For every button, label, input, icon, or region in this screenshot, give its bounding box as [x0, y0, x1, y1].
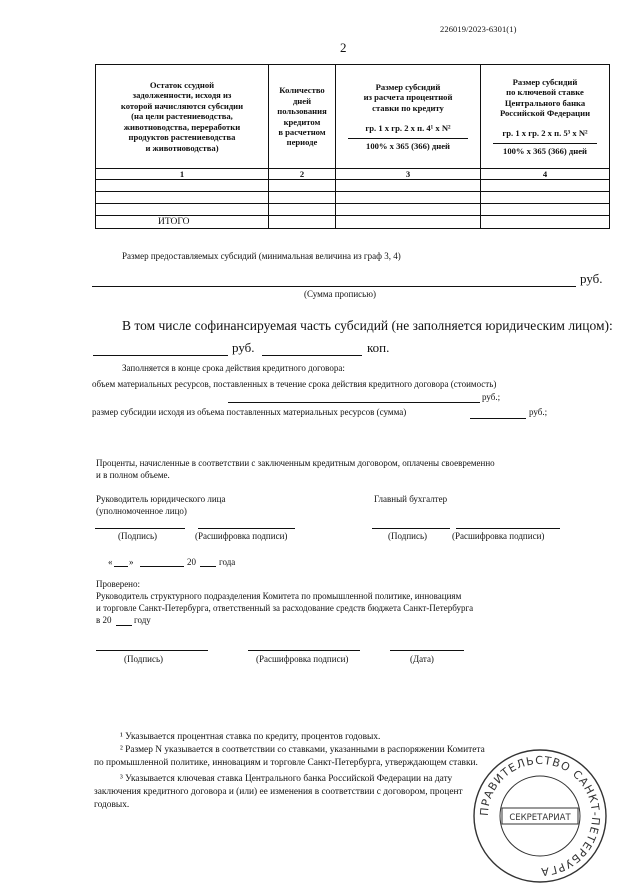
head-decode-caption: (Расшифровка подписи): [195, 531, 288, 541]
accountant-decode-field[interactable]: [456, 528, 560, 529]
verified-year-suffix: году: [134, 615, 151, 625]
document-number: 226019/2023-6301(1): [440, 24, 517, 34]
material-volume-field[interactable]: [228, 402, 480, 403]
table-row: [96, 192, 610, 204]
interest-paid-line2: и в полном объеме.: [96, 470, 170, 480]
verified-signature-field[interactable]: [96, 650, 208, 651]
date-close-quote: »: [129, 557, 134, 567]
head-label: Руководитель юридического лица: [96, 494, 226, 504]
col2-header: Количество дней пользования кредитом в расчетном периоде: [269, 65, 336, 169]
stamp-center-text: СЕКРЕТАРИАТ: [509, 813, 571, 823]
head-sub-label: (уполномоченное лицо): [96, 506, 187, 516]
col4-formula-bottom: 100% х 365 (366) дней: [493, 143, 597, 156]
head-signature-field[interactable]: [95, 528, 185, 529]
secretariat-stamp: [470, 746, 610, 886]
verified-date-field[interactable]: [390, 650, 464, 651]
verified-line2: и торговле Санкт-Петербурга, ответственный за расходование средств бюджета Санкт-Петербурга: [96, 603, 474, 613]
month-field[interactable]: [140, 566, 184, 567]
year-field[interactable]: [200, 566, 216, 567]
total-row: [96, 216, 610, 229]
stamp-seal-icon: [470, 746, 610, 886]
amount-words-caption: (Сумма прописью): [304, 289, 376, 299]
kop-label: коп.: [367, 340, 390, 355]
date-year-prefix: 20: [187, 557, 196, 567]
footnote-3b: заключения кредитного договора и (или) ее изменения в соответствии с договором, процент: [94, 787, 463, 797]
verified-signature-caption: (Подпись): [124, 654, 164, 664]
kop-field[interactable]: [262, 355, 362, 356]
subsidy-size-label: Размер предоставляемых субсидий (минимальная величина из граф 3, 4): [122, 251, 401, 261]
table-row: [96, 204, 610, 216]
day-field[interactable]: [114, 566, 128, 567]
footnote-2b: по промышленной политике, инновациям и торговле Санкт-Петербурга, утверждающем ставки.: [94, 758, 478, 768]
material-volume-label: объем материальных ресурсов, поставленных в течение срока действия кредитного договора (стоимость): [92, 379, 497, 389]
footnote-3c: годовых.: [94, 800, 130, 810]
subsidy-volume-field[interactable]: [470, 418, 526, 419]
col4-header: Размер субсидий по ключевой ставке Центрального банка Российской Федерации гр. 1 х гр. 2 х п. 5³ х N² 100% х 365 (366) дней: [481, 65, 610, 169]
chief-accountant-label: Главный бухгалтер: [374, 494, 448, 504]
rub-label-4: руб.;: [529, 407, 548, 417]
rub-label-3: руб.;: [482, 392, 501, 402]
verified-decode-caption: (Расшифровка подписи): [256, 654, 349, 664]
verified-year-prefix: в 20: [96, 615, 112, 625]
page-number: 2: [340, 40, 347, 55]
col1-header: Остаток ссудной задолженности, исходя из которой начисляются субсидии (на цели растениеводства, животноводства, переработки продуктов растениеводства и животноводства): [96, 65, 269, 169]
head-signature-caption: (Подпись): [118, 531, 158, 541]
rub-label: руб.: [580, 271, 603, 286]
verified-line1: Руководитель структурного подразделения Комитета по промышленной политике, инновациям: [96, 591, 462, 601]
head-decode-field[interactable]: [198, 528, 295, 529]
amount-field[interactable]: [92, 286, 576, 287]
fill-end-label: Заполняется в конце срока действия кредитного договора:: [122, 363, 345, 373]
footnote-1: ¹ Указывается процентная ставка по кредиту, процентов годовых.: [120, 732, 381, 742]
footnote-3a: ³ Указывается ключевая ставка Центрального банка Российской Федерации на дату: [120, 774, 453, 784]
table-row: [96, 180, 610, 192]
col-number: 4: [481, 169, 610, 180]
verified-decode-field[interactable]: [248, 650, 360, 651]
col3-formula-top: гр. 1 х гр. 2 х п. 4¹ х N²: [365, 123, 451, 134]
subsidy-table: [95, 64, 610, 229]
stamp-ring-text: ПРАВИТЕЛЬСТВО САНКТ-ПЕТЕРБУРГА: [477, 753, 603, 879]
total-label: ИТОГО: [96, 216, 269, 229]
col4-formula-top: гр. 1 х гр. 2 х п. 5³ х N²: [502, 128, 588, 139]
verified-label: Проверено:: [96, 579, 141, 589]
col3-header: Размер субсидий из расчета процентной ставки по кредиту гр. 1 х гр. 2 х п. 4¹ х N² 100% х 365 (366) дней: [336, 65, 481, 169]
rub-label-2: руб.: [232, 340, 255, 355]
date-year-label: года: [219, 557, 236, 567]
interest-paid-line1: Проценты, начисленные в соответствии с заключенным кредитным договором, оплачены своевременно: [96, 458, 495, 468]
verified-date-caption: (Дата): [410, 654, 434, 664]
col-number: 3: [336, 169, 481, 180]
col-number: 1: [96, 169, 269, 180]
cofinance-label: В том числе софинансируемая часть субсидий (не заполняется юридическим лицом):: [122, 318, 613, 333]
accountant-signature-field[interactable]: [372, 528, 450, 529]
accountant-decode-caption: (Расшифровка подписи): [452, 531, 545, 541]
verified-year-field[interactable]: [116, 625, 132, 626]
footnote-2a: ² Размер N указывается в соответствии со ставками, указанными в распоряжении Комитета: [120, 745, 485, 755]
col-number: 2: [269, 169, 336, 180]
col3-formula-bottom: 100% х 365 (366) дней: [348, 138, 468, 151]
accountant-signature-caption: (Подпись): [388, 531, 428, 541]
subsidy-volume-label: размер субсидии исходя из объема поставленных материальных ресурсов (сумма): [92, 407, 407, 417]
rub-field[interactable]: [93, 355, 228, 356]
date-open-quote: «: [108, 557, 113, 567]
